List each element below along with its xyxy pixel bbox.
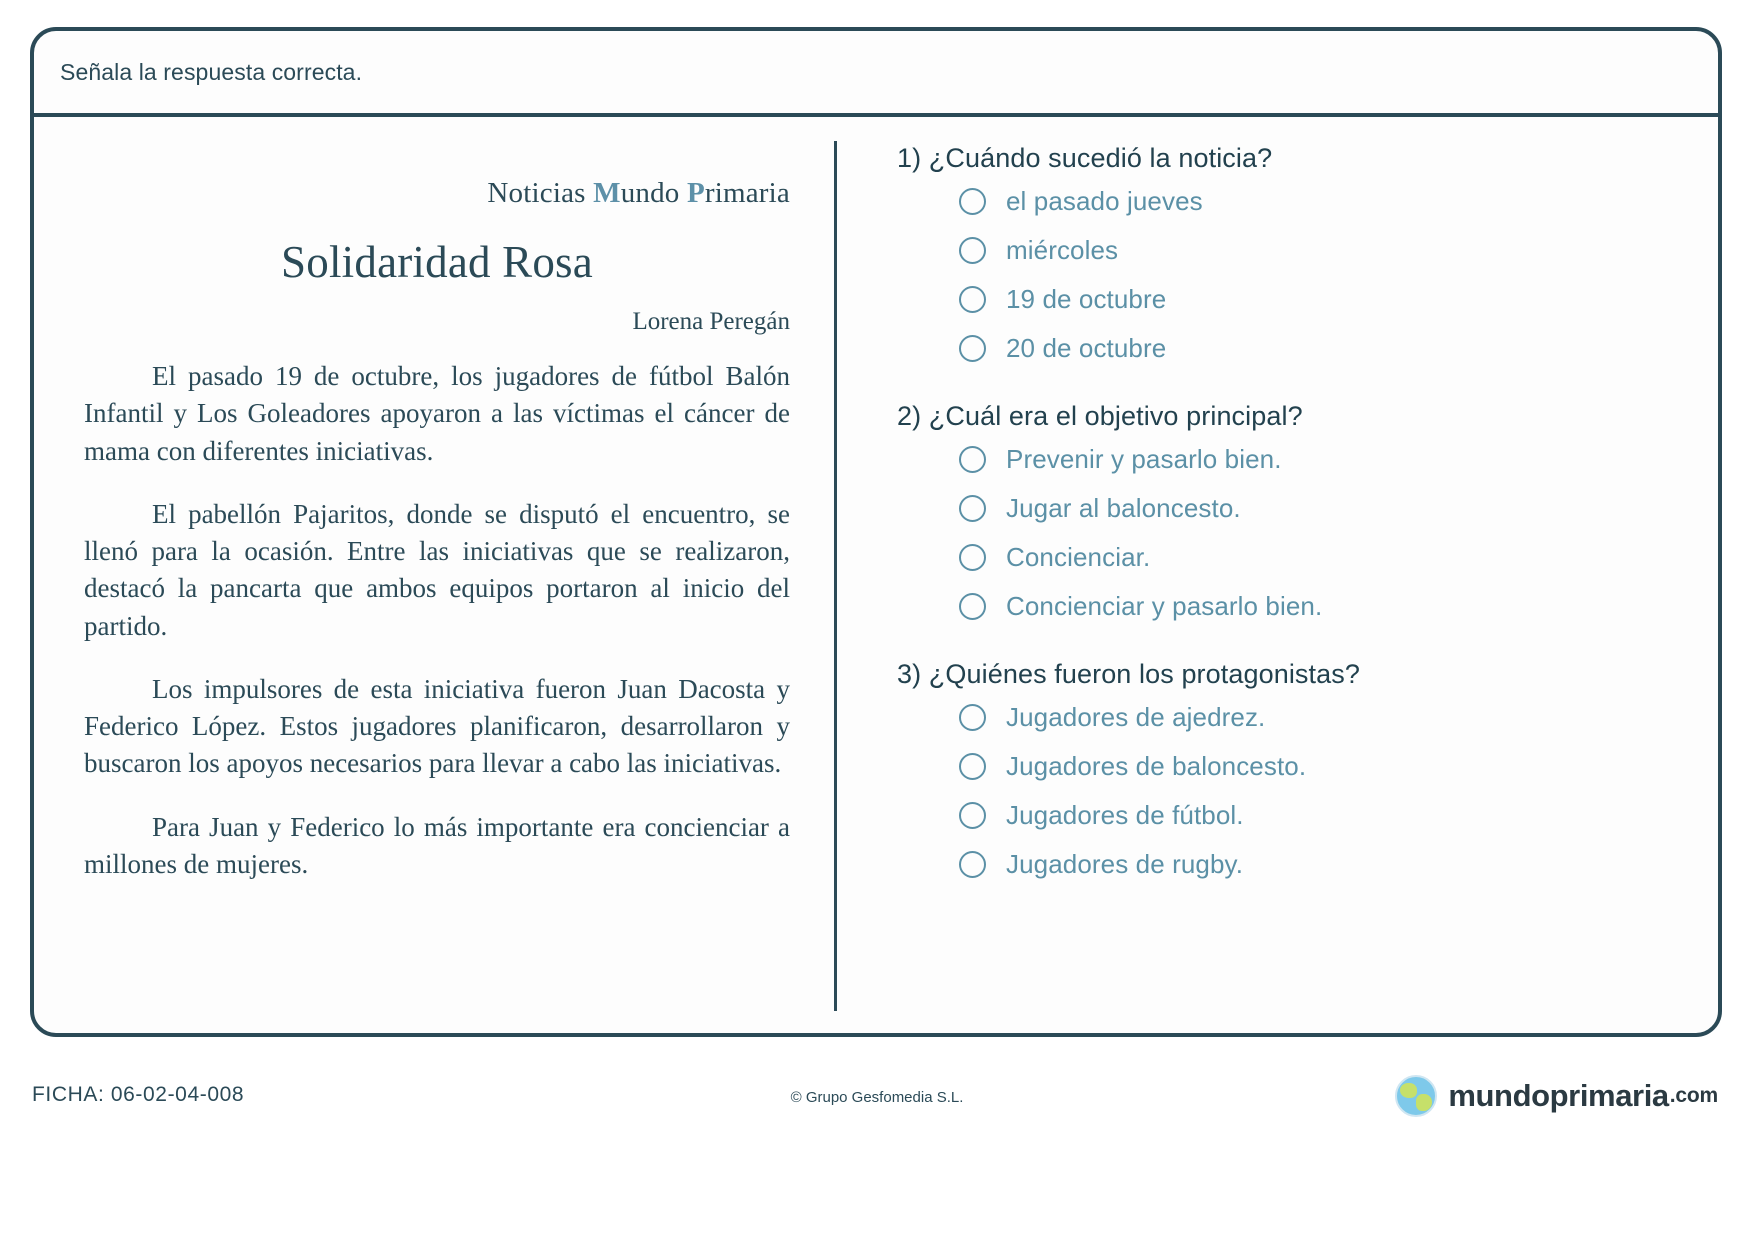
option-item[interactable]	[959, 440, 1688, 478]
radio-circle-icon[interactable]	[959, 495, 986, 522]
article-paragraph: El pabellón Pajaritos, donde se disputó el encuentro, se llenó para la ocasión. Entre las iniciativas que se realizaron, destacó la pancarta que ambos equipos portaron al inicio del partido.	[84, 498, 790, 641]
instruction-band	[34, 31, 1718, 117]
option-item[interactable]	[959, 747, 1688, 785]
option-list	[897, 440, 1688, 625]
option-item[interactable]	[959, 845, 1688, 883]
kicker-letter-m: M	[593, 177, 621, 209]
article-kicker	[84, 177, 790, 210]
option-item[interactable]	[959, 182, 1688, 220]
option-item[interactable]	[959, 587, 1688, 625]
option-label: Jugadores de baloncesto.	[1006, 750, 1307, 781]
globe-icon	[1395, 1075, 1437, 1117]
option-label: Concienciar y pasarlo bien.	[1006, 590, 1323, 621]
ficha-code: FICHA: 06-02-04-008	[32, 1083, 245, 1106]
worksheet-frame	[30, 27, 1722, 1037]
option-label: miércoles	[1006, 234, 1119, 265]
radio-circle-icon[interactable]	[959, 237, 986, 264]
question-block-1	[897, 143, 1688, 367]
option-label: el pasado jueves	[1006, 185, 1203, 216]
kicker-suffix: rimaria	[704, 177, 790, 209]
kicker-letter-p: P	[686, 177, 705, 209]
option-item[interactable]	[959, 489, 1688, 527]
option-label: Jugadores de fútbol.	[1006, 799, 1244, 830]
radio-circle-icon[interactable]	[959, 802, 986, 829]
option-label: Jugar al baloncesto.	[1006, 492, 1241, 523]
article-body	[84, 358, 790, 883]
question-text: 1) ¿Cuándo sucedió la noticia?	[897, 143, 1273, 173]
radio-circle-icon[interactable]	[959, 544, 986, 571]
radio-circle-icon[interactable]	[959, 286, 986, 313]
radio-circle-icon[interactable]	[959, 188, 986, 215]
option-item[interactable]	[959, 280, 1688, 318]
radio-circle-icon[interactable]	[959, 753, 986, 780]
article-byline: Lorena Peregán	[632, 308, 790, 335]
article-paragraph: El pasado 19 de octubre, los jugadores de fútbol Balón Infantil y Los Goleadores apoyaron a las víctimas el cáncer de mama con diferentes iniciativas.	[84, 361, 790, 466]
option-label: Jugadores de rugby.	[1006, 848, 1244, 879]
option-item[interactable]	[959, 538, 1688, 576]
content-panes	[34, 121, 1718, 1033]
kicker-mid: undo	[620, 177, 687, 209]
radio-circle-icon[interactable]	[959, 593, 986, 620]
option-list	[897, 182, 1688, 367]
option-label: 19 de octubre	[1006, 283, 1167, 314]
option-label: Jugadores de ajedrez.	[1006, 701, 1266, 732]
question-block-2	[897, 401, 1688, 625]
article-paragraph: Para Juan y Federico lo más importante era concienciar a millones de mujeres.	[84, 811, 790, 879]
article-paragraph: Los impulsores de esta iniciativa fueron Juan Dacosta y Federico López. Estos jugadores planificaron, desarrollaron y buscaron los apoyos necesarios para llevar a cabo las iniciativas.	[84, 673, 790, 779]
option-item[interactable]	[959, 796, 1688, 834]
option-label: Prevenir y pasarlo bien.	[1006, 443, 1282, 474]
question-text: 2) ¿Cuál era el objetivo principal?	[897, 401, 1303, 431]
brand-logo[interactable]	[1395, 1075, 1718, 1117]
question-block-3	[897, 659, 1688, 883]
option-label: 20 de octubre	[1006, 332, 1167, 363]
page-footer	[0, 1055, 1754, 1145]
option-label: Concienciar.	[1006, 541, 1151, 572]
copyright-text: © Grupo Gesfomedia S.L.	[790, 1089, 964, 1106]
radio-circle-icon[interactable]	[959, 335, 986, 362]
question-text: 3) ¿Quiénes fueron los protagonistas?	[897, 659, 1360, 689]
questions-pane	[837, 121, 1718, 1033]
radio-circle-icon[interactable]	[959, 704, 986, 731]
brand-name: mundoprimaria	[1448, 1078, 1669, 1113]
kicker-prefix: Noticias	[487, 177, 594, 209]
article-headline: Solidaridad Rosa	[281, 237, 593, 287]
option-item[interactable]	[959, 231, 1688, 269]
option-item[interactable]	[959, 329, 1688, 367]
radio-circle-icon[interactable]	[959, 446, 986, 473]
radio-circle-icon[interactable]	[959, 851, 986, 878]
instruction-text: Señala la respuesta correcta.	[60, 58, 363, 85]
article-pane	[34, 121, 834, 1033]
option-item[interactable]	[959, 698, 1688, 736]
option-list	[897, 698, 1688, 883]
brand-tld: .com	[1669, 1084, 1718, 1107]
